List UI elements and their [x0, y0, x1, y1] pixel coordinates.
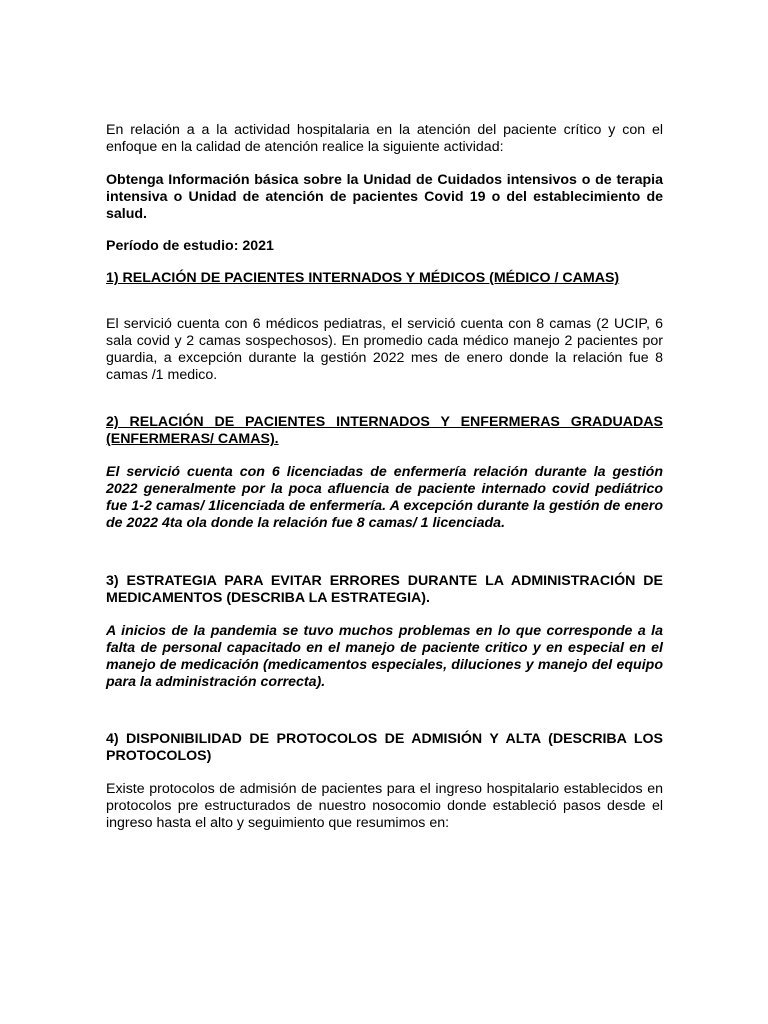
section-4-heading: 4) DISPONIBILIDAD DE PROTOCOLOS DE ADMISIÓN Y ALTA (DESCRIBA LOS PROTOCOLOS): [106, 731, 663, 764]
section-4-body: Existe protocolos de admisión de pacientes para el ingreso hospitalario establecidos en protocolos pre estructurados de nuestro nosocomio donde estableció pasos desde el ingreso hasta el alto y seguimiento que resumimos en:: [106, 781, 663, 831]
section-2-body: El servició cuenta con 6 licenciadas de enfermería relación durante la gestión 2022 generalmente por la poca afluencia de paciente internado covid pediátrico fue 1-2 camas/ 1licenciada de enfermería. A excepción durante la gestión de enero de 2022 4ta ola donde la relación fue 8 camas/ 1 licenciada.: [106, 464, 663, 531]
document-page: [106, 122, 663, 832]
section-3-body: A inicios de la pandemia se tuvo muchos problemas en lo que corresponde a la falta de personal capacitado en el manejo de paciente critico y en especial en el manejo de medicación (medicamentos especiales, diluciones y manejo del equipo para la administración correcta).: [106, 623, 663, 690]
section-1-heading: 1) RELACIÓN DE PACIENTES INTERNADOS Y MÉDICOS (MÉDICO / CAMAS): [106, 270, 620, 286]
section-2-heading: 2) RELACIÓN DE PACIENTES INTERNADOS Y ENFERMERAS GRADUADAS (ENFERMERAS/ CAMAS).: [106, 414, 663, 447]
objective-paragraph: Obtenga Información básica sobre la Unidad de Cuidados intensivos o de terapia intensiva o Unidad de atención de pacientes Covid 19 o del establecimiento de salud.: [106, 172, 663, 222]
section-1-body: El servició cuenta con 6 médicos pediatras, el servició cuenta con 8 camas (2 UCIP, 6 sala covid y 2 camas sospechosos). En promedio cada médico manejo 2 pacientes por guardia, a excepción durante la gestión 2022 mes de enero donde la relación fue 8 camas /1 medico.: [106, 316, 663, 383]
section-3-heading: 3) ESTRATEGIA PARA EVITAR ERRORES DURANTE LA ADMINISTRACIÓN DE MEDICAMENTOS (DESCRIBA LA ESTRATEGIA).: [106, 573, 663, 606]
intro-paragraph: En relación a a la actividad hospitalaria en la atención del paciente crítico y con el enfoque en la calidad de atención realice la siguiente actividad:: [106, 122, 663, 155]
study-period: Período de estudio: 2021: [106, 238, 274, 254]
